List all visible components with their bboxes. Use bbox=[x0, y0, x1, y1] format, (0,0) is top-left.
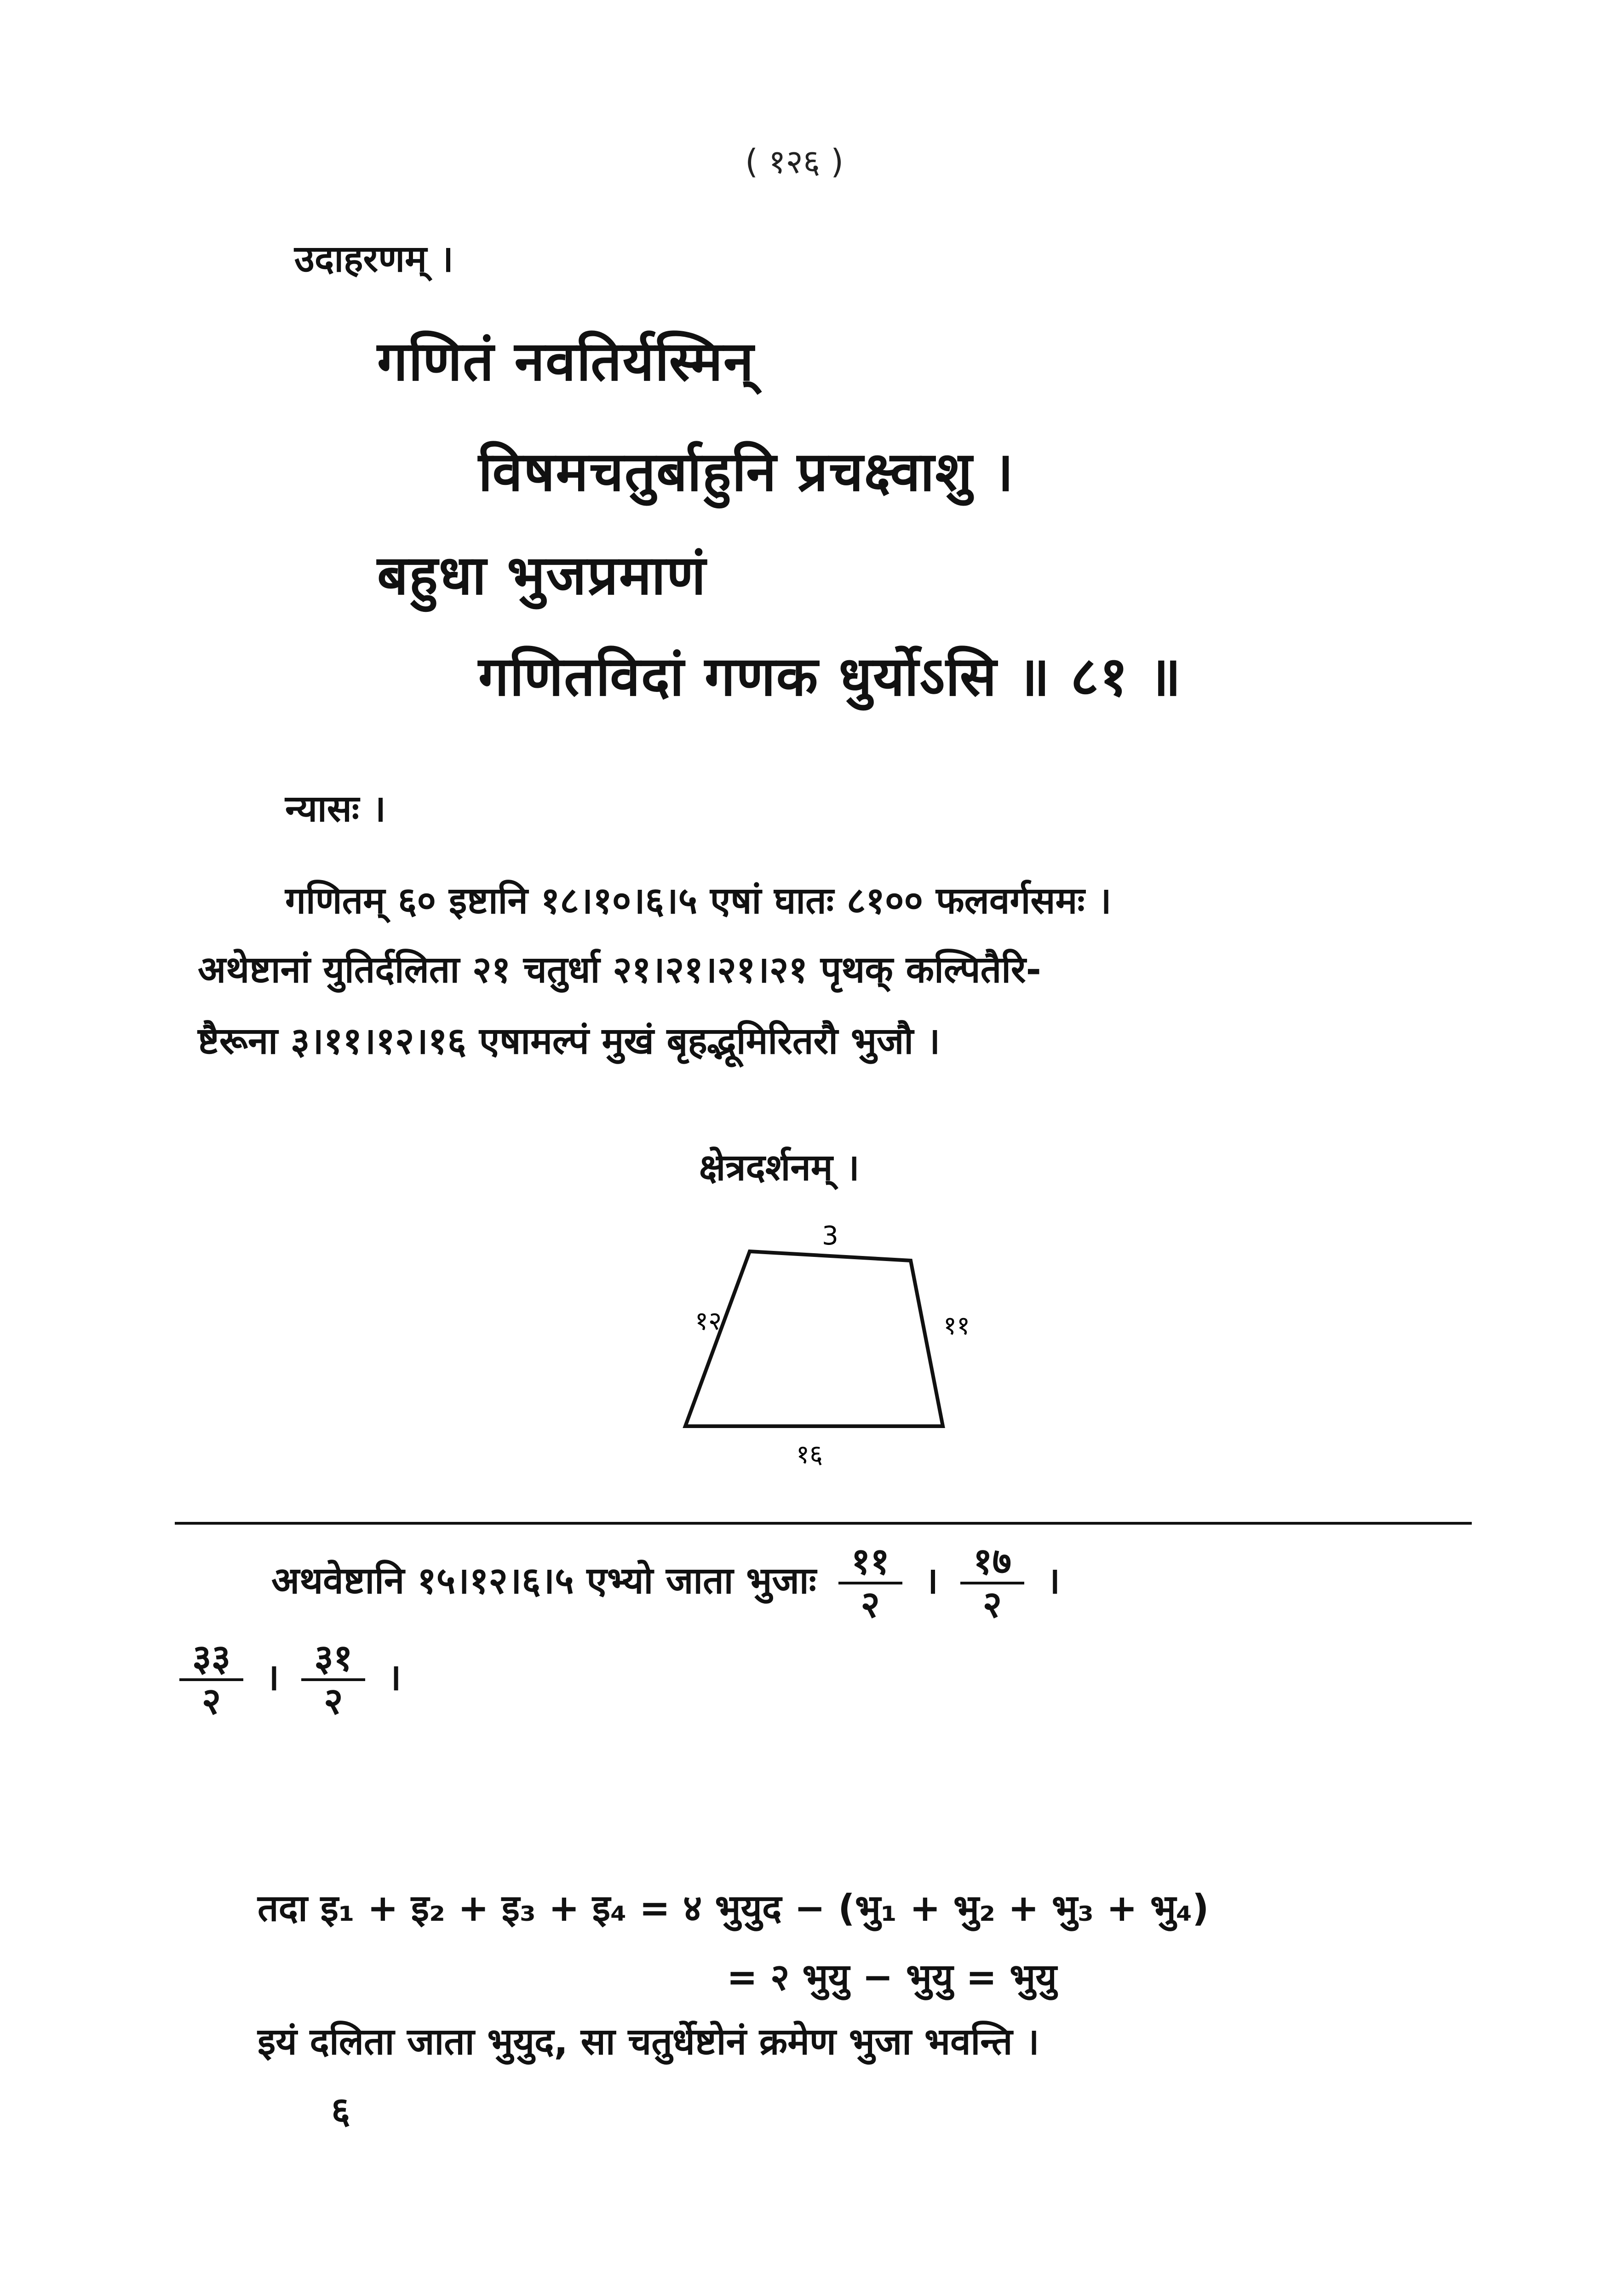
verse-line-4: गणितविदां गणक धुर्योऽसि ॥ ८१ ॥ bbox=[478, 645, 1182, 708]
fraction-1 bbox=[838, 1541, 902, 1625]
folio-signature: ६ bbox=[331, 2089, 350, 2132]
final-sentence: इयं दलिता जाता भुयुद, सा चतुर्धेष्टोनं क्रमेण भुजा भवन्ति । bbox=[258, 2020, 1039, 2063]
fraction-4 bbox=[301, 1638, 365, 1722]
example-heading: उदाहरणम् । bbox=[294, 237, 454, 280]
fraction-1-denominator: २ bbox=[861, 1583, 880, 1626]
left-side-label: १२ bbox=[694, 1306, 722, 1336]
fraction-3 bbox=[179, 1638, 243, 1722]
verse-line-3: बहुधा भुजप्रमाणं bbox=[377, 543, 707, 607]
danda: । bbox=[265, 1655, 280, 1699]
paragraph-line-2: अथेष्टानां युतिर्दलिता २१ चतुर्धा २१।२१।२१।२१ पृथक् कल्पितैरि- bbox=[198, 948, 1041, 991]
equation-line-2: = २ भुयु − भुयु = भुयु bbox=[727, 1956, 1057, 1999]
quadrilateral-figure bbox=[653, 1196, 1067, 1472]
alternative-line-1 bbox=[271, 1541, 1060, 1625]
fraction-4-numerator: ३१ bbox=[301, 1638, 365, 1681]
danda: । bbox=[387, 1655, 402, 1699]
fraction-3-denominator: २ bbox=[201, 1680, 221, 1722]
verse-line-1: गणितं नवतिर्यस्मिन् bbox=[377, 329, 755, 393]
fraction-2-numerator: १७ bbox=[960, 1541, 1024, 1584]
equation-line-1: तदा इ₁ + इ₂ + इ₃ + इ₄ = ४ भुयुद − (भु₁ + भु₂ + भु₃ + भु₄) bbox=[258, 1887, 1209, 1930]
alternative-text: अथवेष्टानि १५।१२।६।५ एभ्यो जाता भुजाः bbox=[271, 1559, 816, 1602]
right-side-label: ११ bbox=[943, 1311, 970, 1341]
page-number: ( १२६ ) bbox=[745, 142, 844, 181]
top-side-label: 3 bbox=[822, 1221, 838, 1251]
fraction-2-denominator: २ bbox=[982, 1583, 1002, 1626]
fraction-4-denominator: २ bbox=[324, 1680, 343, 1722]
fraction-2 bbox=[960, 1541, 1024, 1625]
paragraph-line-3: ष्टैरूना ३।११।१२।१६ एषामल्पं मुखं बृहद्भूमिरितरौ भुजौ । bbox=[198, 1020, 941, 1062]
bottom-side-label: १६ bbox=[796, 1440, 823, 1469]
verse-line-2: विषमचतुर्बाहुनि प्रचक्ष्वाशु । bbox=[478, 440, 1015, 503]
paragraph-line-1: गणितम् ६० इष्टानि १८।१०।६।५ एषां घातः ८१०० फलवर्गसमः । bbox=[285, 879, 1112, 922]
danda: । bbox=[1046, 1559, 1061, 1602]
alternative-line-2 bbox=[170, 1638, 402, 1722]
nyasa-heading: न्यासः । bbox=[285, 787, 386, 830]
fraction-1-numerator: ११ bbox=[838, 1541, 902, 1584]
horizontal-rule bbox=[175, 1522, 1472, 1525]
fraction-3-numerator: ३३ bbox=[179, 1638, 243, 1681]
figure-caption: क्षेत्रदर्शनम् । bbox=[699, 1146, 860, 1189]
quadrilateral-shape bbox=[685, 1251, 943, 1426]
danda: । bbox=[924, 1559, 939, 1602]
